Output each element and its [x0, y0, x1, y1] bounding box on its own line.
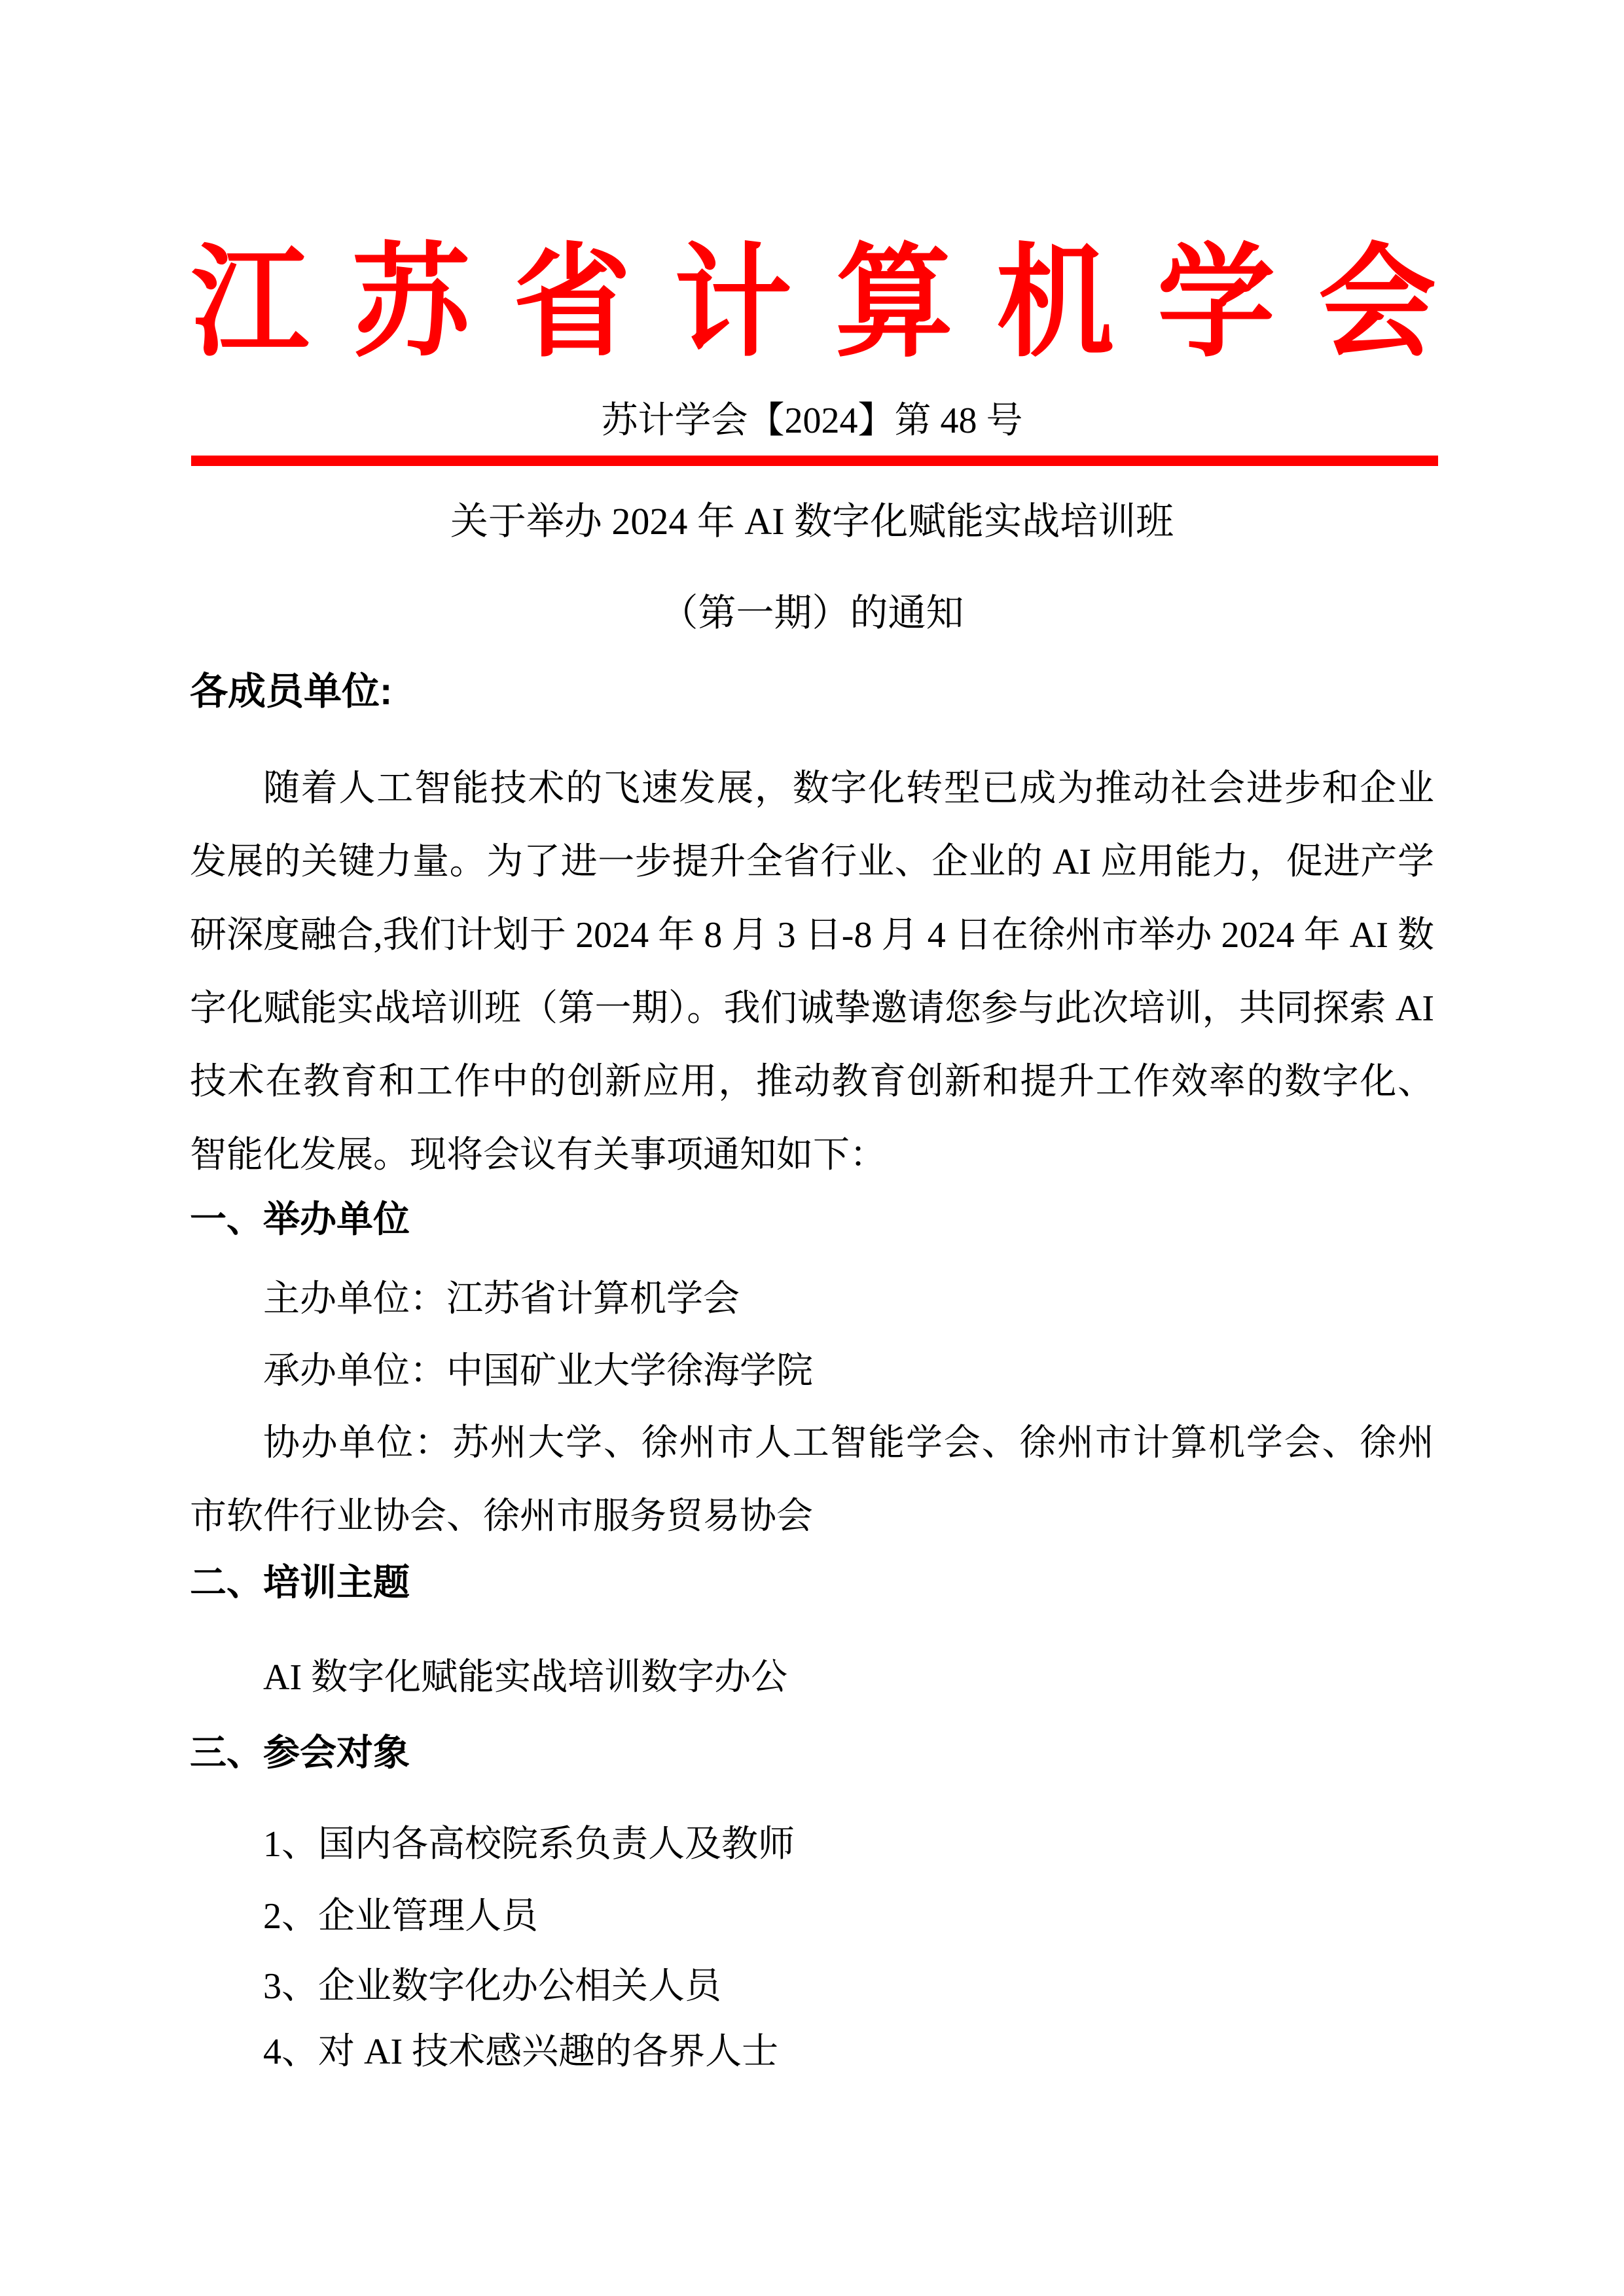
- undertaking-unit-line: 承办单位：中国矿业大学徐海学院: [263, 1351, 813, 1391]
- salutation: 各成员单位:: [190, 670, 393, 713]
- audience-item-2: 2、企业管理人员: [263, 1896, 538, 1937]
- audience-item-1: 1、国内各高校院系负责人及教师: [263, 1824, 795, 1865]
- host-unit-line: 主办单位：江苏省计算机学会: [263, 1279, 740, 1319]
- training-topic-line: AI 数字化赋能实战培训数字办公: [263, 1657, 788, 1698]
- section-heading-organizers: 一、举办单位: [190, 1198, 410, 1240]
- intro-paragraph: 随着人工智能技术的飞速发展，数字化转型已成为推动社会进步和企业发展的关键力量。为了进一步提升全省行业、企业的 AI 应用能力，促进产学研深度融合,我们计划于 2024 年 8 月 3 日-8 月 4 日在徐州市举办 2024 年 AI 数字化赋能实战培训班（第一期）。我们诚挚邀请您参与此次培训，共同探索 AI 技术在教育和工作中的创新应用，推动教育创新和提升工作效率的数字化、智能化发展。现将会议有关事项通知如下：: [190, 768, 1434, 1175]
- audience-item-3: 3、企业数字化办公相关人员: [263, 1966, 721, 2007]
- doc-title-line1: 关于举办 2024 年 AI 数字化赋能实战培训班: [450, 500, 1174, 543]
- section-heading-audience: 三、参会对象: [190, 1732, 410, 1773]
- org-title: 江苏省计算机学会: [191, 236, 1480, 372]
- doc-number: 苏计学会【2024】第 48 号: [601, 401, 1023, 441]
- audience-item-4: 4、对 AI 技术感兴趣的各界人士: [263, 2032, 779, 2072]
- doc-title-line2: （第一期）的通知: [660, 592, 964, 634]
- red-separator-line: [191, 456, 1438, 466]
- co-organizer-line: 协办单位：苏州大学、徐州市人工智能学会、徐州市计算机学会、徐州市软件行业协会、徐州市服务贸易协会: [190, 1423, 1434, 1537]
- section-heading-topic: 二、培训主题: [190, 1562, 410, 1603]
